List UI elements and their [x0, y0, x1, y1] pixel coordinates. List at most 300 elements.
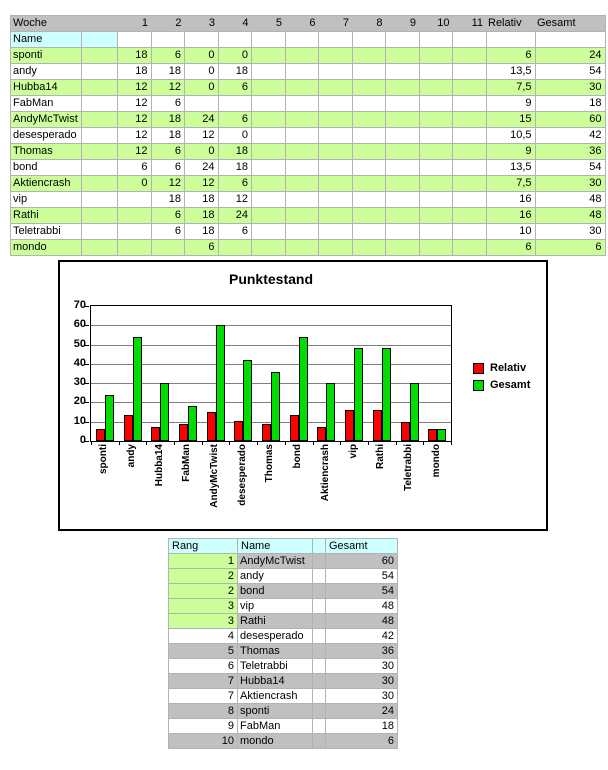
week-value-cell: [352, 48, 386, 64]
gesamt-swatch-icon: [473, 380, 484, 391]
player-row: [11, 64, 606, 80]
week-value-cell: [319, 240, 353, 256]
week-value-cell: [252, 128, 286, 144]
week-number-header: 6: [285, 16, 319, 32]
blank-cell: [386, 32, 420, 48]
ranking-gesamt-cell: 18: [326, 719, 398, 734]
week-value-cell: [319, 144, 353, 160]
y-axis-label: 30: [73, 376, 86, 388]
week-value-cell: [419, 128, 453, 144]
blank-cell: [319, 32, 353, 48]
week-number-header: 1: [118, 16, 152, 32]
relativ-value-cell: 6: [486, 240, 535, 256]
ranking-gesamt-cell: 54: [326, 584, 398, 599]
week-value-cell: 0: [185, 80, 219, 96]
week-value-cell: [386, 64, 420, 80]
gesamt-bar: [271, 372, 280, 441]
ranking-name-cell: mondo: [238, 734, 313, 749]
week-value-cell: 24: [218, 208, 252, 224]
week-value-cell: 12: [118, 80, 152, 96]
week-value-cell: [386, 192, 420, 208]
week-value-cell: [386, 96, 420, 112]
blank-cell: [118, 32, 152, 48]
x-label-cell: [422, 444, 450, 528]
x-axis-label: Thomas: [264, 444, 276, 483]
relativ-value-cell: 13,5: [486, 160, 535, 176]
blank-cell: [82, 32, 118, 48]
week-value-cell: [453, 208, 487, 224]
week-value-cell: [352, 176, 386, 192]
week-value-cell: [419, 80, 453, 96]
chart-legend: [473, 362, 530, 396]
ranking-name-cell: Aktiencrash: [238, 689, 313, 704]
rang-cell: 6: [169, 659, 238, 674]
rang-cell: 2: [169, 584, 238, 599]
ranking-gesamt-cell: 60: [326, 554, 398, 569]
week-value-cell: [419, 112, 453, 128]
blank-cell: [252, 32, 286, 48]
week-value-cell: [453, 112, 487, 128]
week-value-cell: 6: [218, 176, 252, 192]
week-value-cell: 18: [118, 64, 152, 80]
gesamt-value-cell: 54: [535, 160, 605, 176]
spacer-cell: [82, 208, 118, 224]
week-value-cell: [285, 112, 319, 128]
week-value-cell: 6: [218, 224, 252, 240]
week-value-cell: [319, 48, 353, 64]
x-label-cell: [339, 444, 367, 528]
blank-cell: [486, 32, 535, 48]
x-axis-label: AndyMcTwist: [209, 444, 221, 508]
week-value-cell: [453, 96, 487, 112]
relativ-swatch-icon: [473, 363, 484, 374]
rang-cell: 5: [169, 644, 238, 659]
week-value-cell: 6: [151, 96, 185, 112]
week-value-cell: [386, 48, 420, 64]
x-axis-label: Rathi: [375, 444, 387, 469]
relativ-bar: [428, 429, 437, 441]
gesamt-bar: [382, 348, 391, 441]
week-value-cell: 18: [218, 144, 252, 160]
x-axis-label: Teletrabbi: [402, 444, 414, 492]
ranking-row: [169, 674, 398, 689]
spacer-cell: [82, 176, 118, 192]
week-value-cell: [453, 144, 487, 160]
week-value-cell: 0: [118, 176, 152, 192]
week-value-cell: [453, 80, 487, 96]
week-value-cell: 18: [218, 160, 252, 176]
ranking-gesamt-cell: 42: [326, 629, 398, 644]
player-name-cell: FabMan: [11, 96, 82, 112]
week-number-header: 2: [151, 16, 185, 32]
week-value-cell: 18: [218, 64, 252, 80]
points-table: [10, 15, 606, 256]
x-label-cell: [256, 444, 284, 528]
x-label-cell: [90, 444, 118, 528]
relativ-bar: [401, 422, 410, 441]
relativ-value-cell: 9: [486, 96, 535, 112]
week-value-cell: [352, 160, 386, 176]
week-value-cell: [252, 192, 286, 208]
ranking-name-cell: andy: [238, 569, 313, 584]
gesamt-bar: [188, 406, 197, 441]
week-value-cell: [386, 112, 420, 128]
week-value-cell: [453, 192, 487, 208]
rang-cell: 3: [169, 614, 238, 629]
relativ-value-cell: 16: [486, 192, 535, 208]
blank-cell: [151, 32, 185, 48]
week-value-cell: 0: [185, 144, 219, 160]
ranking-table: [168, 538, 398, 749]
week-number-header: 7: [319, 16, 353, 32]
week-value-cell: [118, 192, 152, 208]
gesamt-bar: [105, 395, 114, 441]
spacer-cell: [313, 674, 326, 689]
blank-cell: [453, 32, 487, 48]
week-value-cell: [252, 112, 286, 128]
relativ-bar: [373, 410, 382, 441]
week-number-header: 4: [218, 16, 252, 32]
ranking-gesamt-cell: 48: [326, 599, 398, 614]
gridline: [91, 345, 451, 346]
spacer-cell: [82, 192, 118, 208]
spacer-cell: [313, 644, 326, 659]
ranking-name-cell: vip: [238, 599, 313, 614]
plot-area: [90, 305, 452, 442]
week-value-cell: [386, 224, 420, 240]
player-name-cell: Aktiencrash: [11, 176, 82, 192]
spacer-cell: [82, 80, 118, 96]
player-row: [11, 160, 606, 176]
week-value-cell: [151, 240, 185, 256]
rang-cell: 9: [169, 719, 238, 734]
ranking-row: [169, 689, 398, 704]
week-value-cell: 24: [185, 112, 219, 128]
ranking-gesamt-cell: 30: [326, 674, 398, 689]
week-value-cell: [453, 128, 487, 144]
blank-cell: [352, 32, 386, 48]
week-value-cell: [252, 48, 286, 64]
player-row: [11, 128, 606, 144]
week-value-cell: 6: [218, 80, 252, 96]
y-axis-label: 10: [73, 415, 86, 427]
week-value-cell: 0: [185, 48, 219, 64]
week-value-cell: 12: [185, 128, 219, 144]
ranking-row: [169, 569, 398, 584]
relativ-bar: [345, 410, 354, 441]
legend-label-relativ: Relativ: [490, 362, 527, 374]
spacer-cell: [313, 554, 326, 569]
week-value-cell: [319, 112, 353, 128]
week-value-cell: [352, 144, 386, 160]
week-value-cell: [118, 208, 152, 224]
relativ-header: Relativ: [486, 16, 535, 32]
player-row: [11, 192, 606, 208]
gesamt-value-cell: 60: [535, 112, 605, 128]
legend-label-gesamt: Gesamt: [490, 379, 531, 391]
spacer-cell: [82, 224, 118, 240]
week-value-cell: [218, 240, 252, 256]
ranking-header-row: [169, 539, 398, 554]
week-value-cell: 18: [151, 192, 185, 208]
week-value-cell: [386, 128, 420, 144]
spacer-cell: [82, 144, 118, 160]
relativ-bar: [151, 427, 160, 441]
week-value-cell: [285, 80, 319, 96]
week-value-cell: [419, 96, 453, 112]
gesamt-bar: [437, 429, 446, 441]
gesamt-bar: [133, 337, 142, 441]
spacer-cell: [313, 614, 326, 629]
x-axis-label: Hubba14: [153, 444, 165, 487]
spacer-cell: [313, 629, 326, 644]
rang-cell: 7: [169, 689, 238, 704]
gesamt-header: Gesamt: [326, 539, 398, 554]
week-value-cell: 6: [118, 160, 152, 176]
week-value-cell: 6: [185, 240, 219, 256]
gridline: [91, 364, 451, 365]
week-value-cell: [352, 192, 386, 208]
rang-cell: 1: [169, 554, 238, 569]
player-row: [11, 240, 606, 256]
week-value-cell: [319, 192, 353, 208]
week-value-cell: 0: [218, 128, 252, 144]
week-value-cell: [319, 208, 353, 224]
x-label-cell: [367, 444, 395, 528]
spacer-cell: [313, 569, 326, 584]
rang-cell: 7: [169, 674, 238, 689]
week-value-cell: 0: [218, 48, 252, 64]
blank-cell: [218, 32, 252, 48]
week-value-cell: [386, 80, 420, 96]
x-axis-label: andy: [126, 444, 138, 468]
player-row: [11, 176, 606, 192]
ranking-name-cell: AndyMcTwist: [238, 554, 313, 569]
ranking-row: [169, 614, 398, 629]
week-value-cell: [419, 192, 453, 208]
week-value-cell: [386, 176, 420, 192]
ranking-row: [169, 704, 398, 719]
week-value-cell: [319, 176, 353, 192]
x-axis-label: bond: [292, 444, 304, 469]
player-row: [11, 48, 606, 64]
gesamt-bar: [354, 348, 363, 441]
week-value-cell: [319, 160, 353, 176]
week-col-header: Woche: [11, 16, 82, 32]
ranking-name-cell: bond: [238, 584, 313, 599]
ranking-row: [169, 599, 398, 614]
week-value-cell: [419, 176, 453, 192]
gesamt-header: Gesamt: [535, 16, 605, 32]
rang-cell: 8: [169, 704, 238, 719]
week-value-cell: 6: [151, 144, 185, 160]
relativ-value-cell: 10: [486, 224, 535, 240]
gesamt-value-cell: 30: [535, 80, 605, 96]
legend-item-relativ: [473, 362, 530, 374]
gesamt-bar: [160, 383, 169, 441]
ranking-name-cell: sponti: [238, 704, 313, 719]
player-row: [11, 96, 606, 112]
relativ-bar: [317, 427, 326, 441]
spacer-cell: [82, 48, 118, 64]
spacer-cell: [82, 64, 118, 80]
week-value-cell: [453, 160, 487, 176]
ranking-row: [169, 644, 398, 659]
week-value-cell: [386, 144, 420, 160]
gesamt-value-cell: 54: [535, 64, 605, 80]
relativ-bar: [290, 415, 299, 441]
week-value-cell: [319, 80, 353, 96]
week-value-cell: 0: [185, 64, 219, 80]
x-label-cell: [173, 444, 201, 528]
week-value-cell: [285, 224, 319, 240]
week-value-cell: [218, 96, 252, 112]
rang-cell: 10: [169, 734, 238, 749]
spacer-cell: [313, 584, 326, 599]
ranking-name-cell: Hubba14: [238, 674, 313, 689]
gesamt-bar: [243, 360, 252, 441]
gridline: [91, 325, 451, 326]
x-label-cell: [201, 444, 229, 528]
ranking-gesamt-cell: 48: [326, 614, 398, 629]
week-value-cell: 18: [151, 128, 185, 144]
spacer-cell: [82, 96, 118, 112]
ranking-name-cell: Teletrabbi: [238, 659, 313, 674]
week-value-cell: [185, 96, 219, 112]
week-value-cell: [285, 64, 319, 80]
week-value-cell: [352, 64, 386, 80]
y-axis-label: 50: [73, 338, 86, 350]
ranking-name-cell: desesperado: [238, 629, 313, 644]
week-value-cell: 18: [151, 64, 185, 80]
x-axis-label: FabMan: [181, 444, 193, 482]
week-value-cell: [453, 240, 487, 256]
spacer-cell: [313, 689, 326, 704]
week-value-cell: 18: [185, 192, 219, 208]
week-value-cell: [319, 128, 353, 144]
player-name-cell: Hubba14: [11, 80, 82, 96]
gesamt-bar: [299, 337, 308, 441]
x-axis: [90, 444, 452, 528]
ranking-row: [169, 554, 398, 569]
ranking-row: [169, 629, 398, 644]
ranking-name-cell: Thomas: [238, 644, 313, 659]
week-value-cell: [352, 80, 386, 96]
week-value-cell: [285, 208, 319, 224]
gesamt-value-cell: 24: [535, 48, 605, 64]
spacer-cell: [313, 659, 326, 674]
ranking-gesamt-cell: 24: [326, 704, 398, 719]
relativ-bar: [262, 424, 271, 441]
week-value-cell: [453, 224, 487, 240]
spacer-cell: [313, 734, 326, 749]
week-number-header: 11: [453, 16, 487, 32]
x-label-cell: [312, 444, 340, 528]
ranking-gesamt-cell: 6: [326, 734, 398, 749]
y-axis-label: 60: [73, 318, 86, 330]
week-value-cell: 6: [151, 160, 185, 176]
week-value-cell: [453, 64, 487, 80]
gesamt-value-cell: 42: [535, 128, 605, 144]
blank-cell: [419, 32, 453, 48]
week-value-cell: [419, 160, 453, 176]
name-header: Name: [238, 539, 313, 554]
week-value-cell: 18: [185, 208, 219, 224]
week-value-cell: [352, 240, 386, 256]
week-value-cell: 24: [185, 160, 219, 176]
x-label-cell: [118, 444, 146, 528]
blank-cell: [185, 32, 219, 48]
ranking-row: [169, 719, 398, 734]
blank-cell: [285, 32, 319, 48]
rang-cell: 2: [169, 569, 238, 584]
week-value-cell: 12: [218, 192, 252, 208]
relativ-value-cell: 10,5: [486, 128, 535, 144]
week-value-cell: [419, 240, 453, 256]
ranking-row: [169, 659, 398, 674]
chart-title: Punktestand: [228, 271, 313, 287]
x-axis-label: desesperado: [236, 444, 248, 506]
week-value-cell: [386, 208, 420, 224]
x-label-cell: [228, 444, 256, 528]
x-label-cell: [145, 444, 173, 528]
ranking-gesamt-cell: 36: [326, 644, 398, 659]
player-name-cell: Thomas: [11, 144, 82, 160]
player-name-cell: Rathi: [11, 208, 82, 224]
points-header-row: [11, 16, 606, 32]
week-value-cell: [352, 208, 386, 224]
relativ-bar: [124, 415, 133, 441]
spacer-cell: [82, 128, 118, 144]
week-value-cell: [252, 208, 286, 224]
player-name-cell: vip: [11, 192, 82, 208]
gesamt-value-cell: 6: [535, 240, 605, 256]
week-value-cell: 18: [118, 48, 152, 64]
gesamt-value-cell: 30: [535, 176, 605, 192]
ranking-row: [169, 734, 398, 749]
player-row: [11, 224, 606, 240]
gesamt-value-cell: 30: [535, 224, 605, 240]
week-number-header: 9: [386, 16, 420, 32]
week-value-cell: [419, 208, 453, 224]
week-value-cell: 12: [118, 128, 152, 144]
week-value-cell: [118, 240, 152, 256]
name-label-row: [11, 32, 606, 48]
week-value-cell: [285, 96, 319, 112]
week-value-cell: [252, 240, 286, 256]
ranking-gesamt-cell: 30: [326, 659, 398, 674]
spacer-cell: [82, 240, 118, 256]
ranking-name-cell: Rathi: [238, 614, 313, 629]
week-value-cell: [352, 224, 386, 240]
y-axis-label: 0: [79, 434, 86, 446]
week-value-cell: 12: [151, 176, 185, 192]
player-row: [11, 208, 606, 224]
week-value-cell: [285, 128, 319, 144]
x-axis-label: sponti: [98, 444, 110, 474]
relativ-value-cell: 6: [486, 48, 535, 64]
relativ-value-cell: 7,5: [486, 80, 535, 96]
week-value-cell: [453, 176, 487, 192]
player-name-cell: andy: [11, 64, 82, 80]
player-name-cell: Teletrabbi: [11, 224, 82, 240]
player-name-cell: AndyMcTwist: [11, 112, 82, 128]
spacer-cell: [313, 719, 326, 734]
x-axis-label: mondo: [430, 444, 442, 478]
week-value-cell: 12: [185, 176, 219, 192]
spacer-cell: [313, 599, 326, 614]
spacer-cell: [82, 112, 118, 128]
